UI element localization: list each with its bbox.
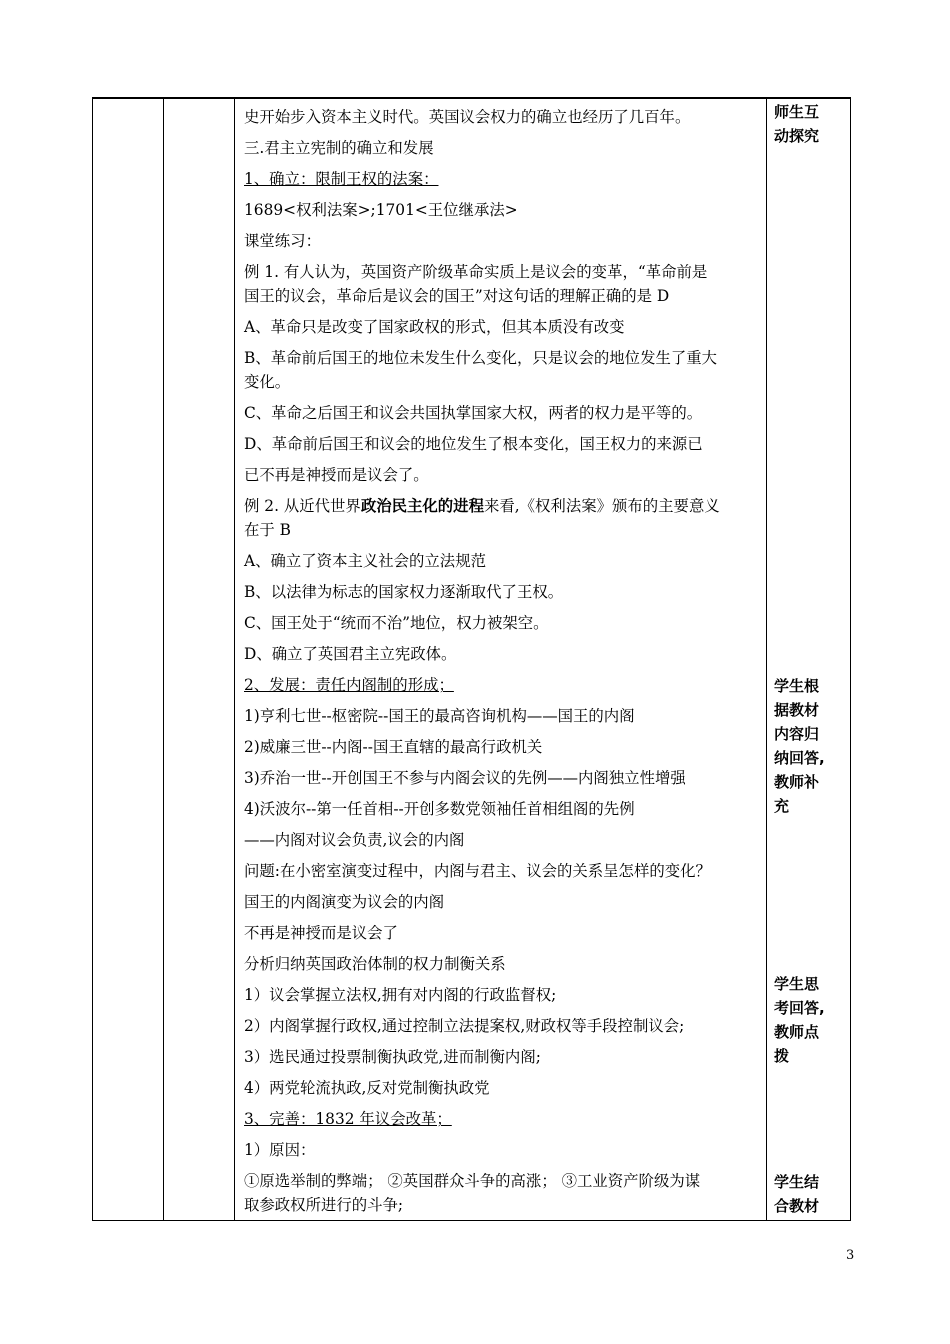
lesson-table — [92, 97, 851, 1221]
content-line: 1）原因： — [244, 1141, 316, 1159]
answer-option: B、以法律为标志的国家权力逐渐取代了王权。 — [244, 583, 564, 601]
content-line: ①原选举制的弊端； ②英国群众斗争的高涨； ③工业资产阶级为谋 — [244, 1172, 701, 1190]
answer-option: C、国王处于“统而不治”地位，权力被架空。 — [244, 614, 549, 632]
answer-option: D、确立了英国君主立宪政体。 — [244, 645, 457, 663]
content-line: 史开始步入资本主义时代。英国议会权力的确立也经历了几百年。 — [244, 108, 691, 126]
content-line: 1)亨利七世--枢密院--国王的最高咨询机构——国王的内阁 — [244, 707, 635, 725]
answer-option: C、革命之后国王和议会共国执掌国家大权，两者的权力是平等的。 — [244, 404, 703, 422]
content-line: 取参政权所进行的斗争; — [244, 1196, 404, 1214]
content-line: 3）选民通过投票制衡执政党,进而制衡内阁; — [244, 1048, 541, 1066]
activity-note: 师生互 动探究 — [774, 103, 820, 145]
content-line: 3)乔治一世--开创国王不参与内阁会议的先例——内阁独立性增强 — [244, 769, 686, 787]
activity-note: 学生思 考回答, 教师点 拨 — [774, 975, 825, 1065]
example-question: 例 2. 从近代世界政治民主化的进程来看,《权利法案》颁布的主要意义 — [244, 497, 720, 515]
question-line: 问题:在小密室演变过程中，内阁与君主、议会的关系呈怎样的变化？ — [244, 862, 711, 880]
column-divider-2 — [234, 98, 235, 1220]
content-line: 4）两党轮流执政,反对党制衡执政党 — [244, 1079, 490, 1097]
answer-option: A、革命只是改变了国家政权的形式，但其本质没有改变 — [244, 318, 625, 336]
content-line: 2)威廉三世--内阁--国王直辖的最高行政机关 — [244, 738, 543, 756]
section-heading: 三.君主立宪制的确立和发展 — [244, 139, 434, 157]
content-line: 1）议会掌握立法权,拥有对内阁的行政监督权; — [244, 986, 557, 1004]
subsection-heading: 1、确立：限制王权的法案： — [244, 170, 439, 188]
content-line: ——内阁对议会负责,议会的内阁 — [244, 831, 465, 849]
content-line: 4)沃波尔--第一任首相--开创多数党领袖任首相组阁的先例 — [244, 800, 635, 818]
example-question: 例 1. 有人认为，英国资产阶级革命实质上是议会的变革，“革命前是 — [244, 263, 708, 281]
content-line: 课堂练习： — [244, 232, 321, 250]
answer-option: 已不再是神授而是议会了。 — [244, 466, 429, 484]
activity-note: 学生结 合教材 — [774, 1173, 820, 1215]
column-divider-3 — [766, 98, 767, 1220]
content-line: 国王的内阁演变为议会的内阁 — [244, 893, 445, 911]
subsection-heading: 2、发展：责任内阁制的形成； — [244, 676, 454, 694]
activity-note: 学生根 据教材 内容归 纳回答, 教师补 充 — [774, 677, 825, 815]
answer-option: B、革命前后国王的地位未发生什么变化，只是议会的地位发生了重大 — [244, 349, 718, 367]
answer-option: A、确立了资本主义社会的立法规范 — [244, 552, 486, 570]
content-line: 分析归纳英国政治体制的权力制衡关系 — [244, 955, 506, 973]
example-question: 在于 B — [244, 521, 291, 539]
answer-option: 变化。 — [244, 373, 291, 391]
content-line: 2）内阁掌握行政权,通过控制立法提案权,财政权等手段控制议会; — [244, 1017, 685, 1035]
column-divider-1 — [163, 98, 164, 1220]
table-top-border — [93, 98, 850, 99]
example-question: 国王的议会，革命后是议会的国王”对这句话的理解正确的是 D — [244, 287, 670, 305]
emphasis-text: 政治民主化的进程 — [360, 497, 484, 515]
content-line: 1689<权利法案>;1701<王位继承法> — [244, 201, 518, 219]
page-number: 3 — [846, 1248, 855, 1263]
subsection-heading: 3、完善：1832 年议会改革； — [244, 1110, 452, 1128]
answer-option: D、革命前后国王和议会的地位发生了根本变化，国王权力的来源已 — [244, 435, 703, 453]
content-line: 不再是神授而是议会了 — [244, 924, 398, 942]
